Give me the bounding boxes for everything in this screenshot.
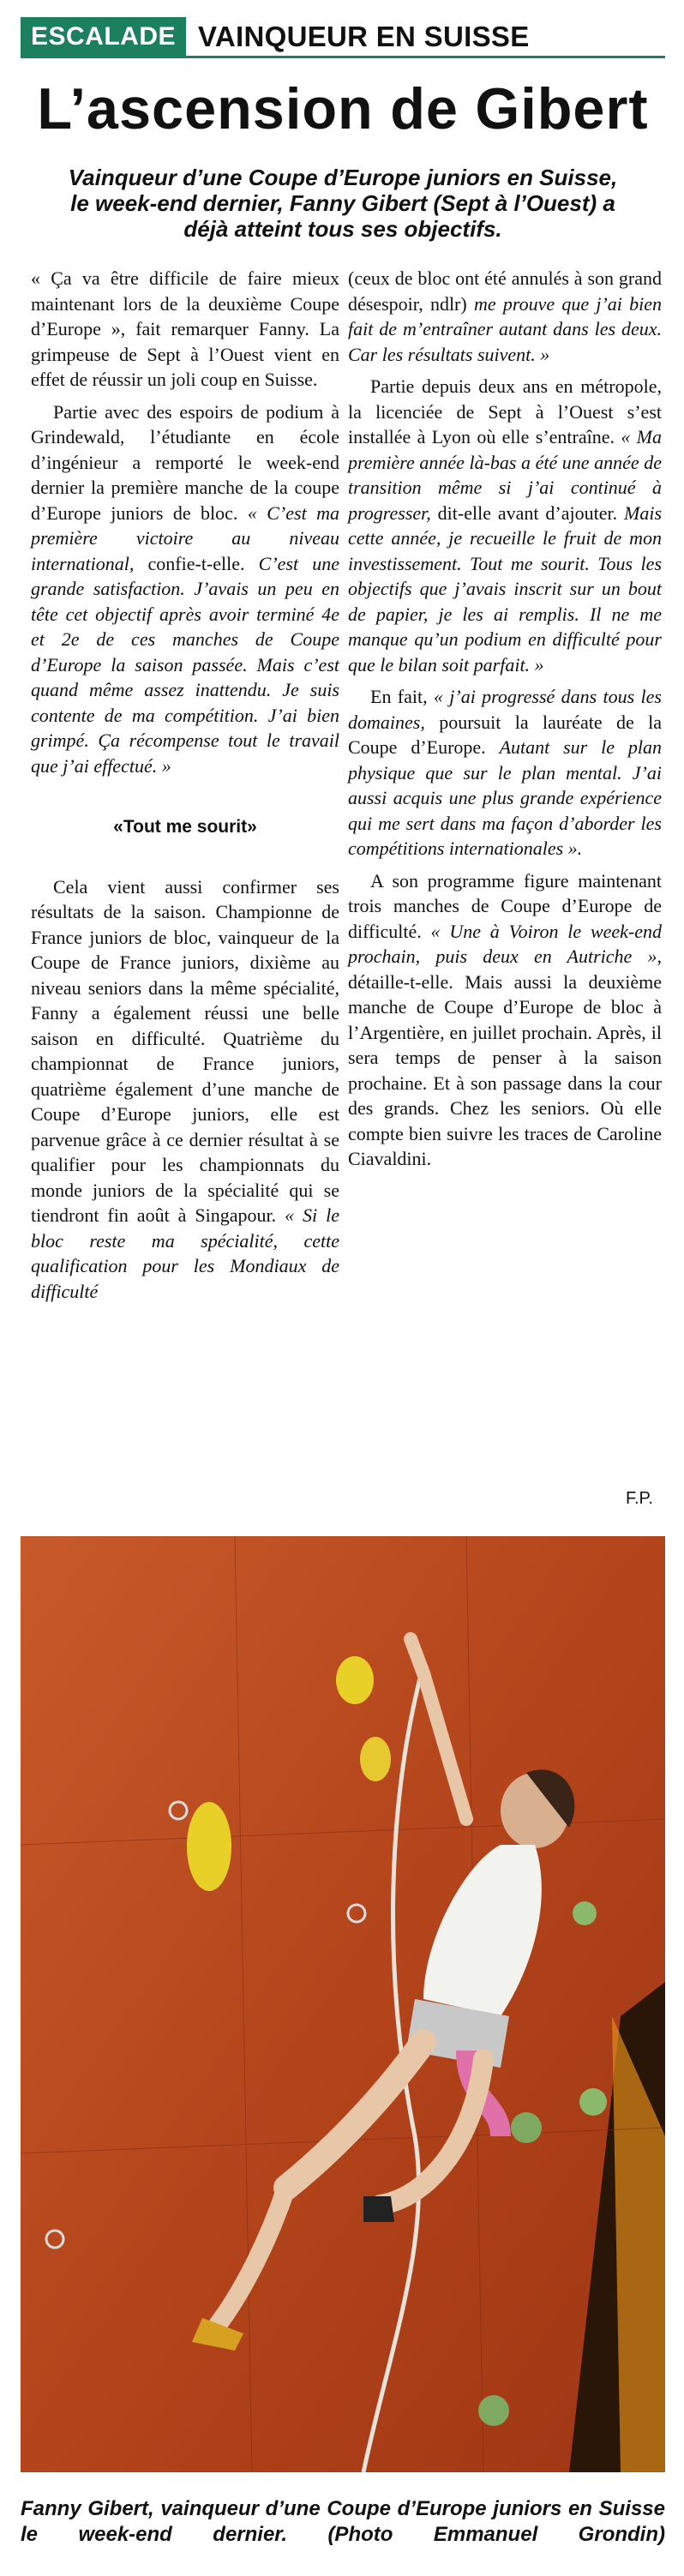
article-column-right	[348, 266, 662, 1179]
paragraph: Partie avec des espoirs de podium à Grindewald, l’étudiante en école d’ingénieur a remporté le week-end dernier la première manche de la coupe d’Europe juniors de bloc. « C’est ma première victoire au niveau international, confie-t-elle. C’est une grande satisfaction. J’avais un peu en tête cet objectif après avoir terminé 4e et 2e de ces manches de Coupe d’Europe la saison passée. Mais c’est quand même assez inattendu. Je suis contente de ma compétition. J’ai bien grimpé. Ça récompense tout le travail que j’ai effectué. »	[31, 400, 340, 777]
yellow-hold	[360, 1737, 391, 1781]
green-hold	[573, 1901, 597, 1925]
headline: L’ascension de Gibert	[37, 76, 649, 141]
green-hold	[478, 2395, 509, 2426]
paragraph: (ceux de bloc ont été annulés à son grand désespoir, ndlr) me prouve que j’ai bien fait de m’entraîner autant dans les deux. Car les résultats suivent. »	[348, 267, 662, 365]
paragraph: A son programme figure maintenant trois manches de Coupe d’Europe de difficulté. « Une à Voiron le week-end prochain, puis deux en Autriche », détaille-t-elle. Mais aussi la deuxième manche de Coupe d’Europe de bloc à l’Argentière, en juillet prochain. Après, il sera temps de penser à la saison prochaine. Et à son passage dans la cour des grands. Chez les seniors. Où elle compte bien suivre les traces de Caroline Ciavaldini.	[348, 869, 663, 1169]
yellow-hold	[187, 1802, 231, 1891]
section-subtitle: VAINQUEUR EN SUISSE	[198, 20, 530, 52]
paragraph: En fait, « j’ai progressé dans tous les domaines, poursuit la lauréate de la Coupe d’Europe. Autant sur le plan physique que sur le plan mental. J’ai aussi acquis une plus grande expérience qui me sert dans ma façon d’aborder les compétitions internationales ».	[348, 686, 663, 859]
paragraph: « Ça va être difficile de faire mieux maintenant lors de la deuxième Coupe d’Europe », fait remarquer Fanny. La grimpeuse de Sept à l’Ouest vient en effet de réussir un joli coup en Suisse.	[31, 267, 339, 390]
inter-title: «Tout me sourit»	[113, 817, 257, 837]
section-kicker	[21, 17, 665, 58]
green-hold	[579, 2088, 607, 2116]
climbing-wall-illustration	[21, 1536, 665, 2472]
paragraph: Cela vient aussi confirmer ses résultats de la saison. Championne de France juniors de bloc, vainqueur de la Coupe de France juniors, dixième au niveau seniors dans la même spécialité, Fanny a également réussi une belle saison en difficulté. Quatrième du championnat de France juniors, quatrième également d’une manche de Coupe d’Europe juniors, elle est parvenue grâce à ce dernier résultat à se qualifier pour les championnats du monde juniors de la spécialité qui se tiendront fin août à Singapour. « Si le bloc reste ma spécialité, cette qualification pour les Mondiaux de difficulté	[31, 875, 340, 1302]
yellow-hold	[336, 1656, 374, 1704]
photo-caption: Fanny Gibert, vainqueur d’une Coupe d’Europe juniors en Suisse le week-end dernier. (Photo Emmanuel Grondin)	[21, 2497, 665, 2546]
green-hold	[511, 2112, 542, 2143]
paragraph: Partie depuis deux ans en métropole, la licenciée de Sept à l’Ouest s’est installée à Lyon où elle s’entraîne. « Ma première année là-bas a été une année de transition même si j’ai continué à progresser, dit-elle avant d’ajouter. Mais cette année, je recueille le fruit de mon investissement. Tout me sourit. Tous les objectifs que j’avais inscrit sur un bout de papier, je les ai remplis. Il ne me manque qu’un podium en difficulté pour que le bilan soit parfait. »	[348, 375, 663, 676]
climbing-photo	[21, 1536, 665, 2472]
standfirst: Vainqueur d’une Coupe d’Europe juniors en Suisse, le week-end dernier, Fanny Gibert (Sept à l’Ouest) a déjà atteint tous ses objectifs.	[68, 165, 618, 242]
section-tag: ESCALADE	[21, 17, 186, 56]
article-column-left	[31, 266, 339, 1311]
author-signature: F.P.	[626, 1489, 653, 1508]
